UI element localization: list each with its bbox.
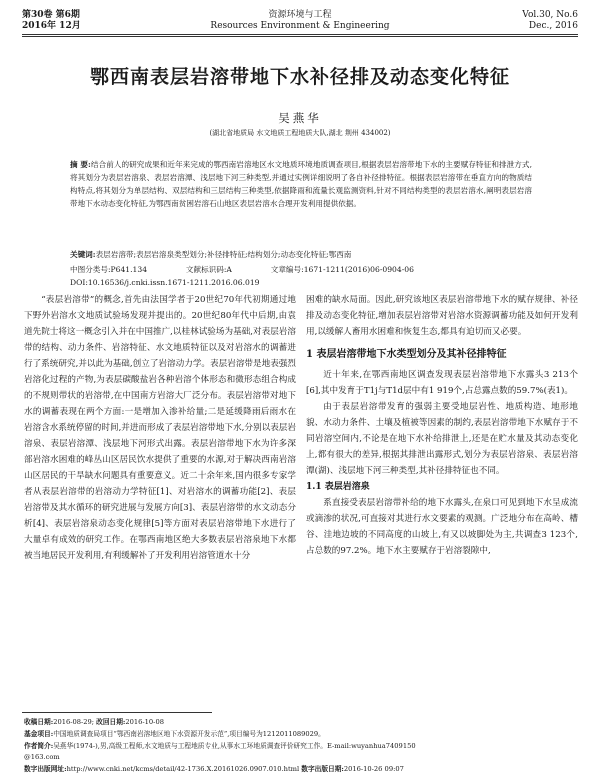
volume-issue-en: Vol.30, No.6 [522,10,578,20]
doi-value: 10.16536/j.cnki.issn.1671-1211.2016.06.019 [87,278,260,287]
publication-time: 2016-10-26 09:07 [343,765,404,773]
intro-paragraph: “表层岩溶带”的概念,首先由法国学者于20世纪70年代初期通过地下野外岩溶水文地质试验场发现并提出的。20世纪80年代中后期,由袁道先院士将这一概念引入并在中国推广,以桂林试验场为基础,对表层岩溶带的结构、动力条件、岩溶特征、水文地质特征以及对岩溶水的调蓄进行了系统研究,并以此为基础,创立了岩溶动力学。表层岩溶带是地表强烈岩溶化过程的产物,为表层碳酸盐岩各种岩溶个体形态和微形态组合构成的不规则带状的岩溶带,在中国南方岩溶大厂泛分布。表层岩溶带对地下水的调蓄表现在两个方面:一是增加入渗补给量;二是延缓降雨后雨水在岩溶含水系统停留的时间,并进而形成了表层岩溶带地下水,分别以表层岩溶泉、表层岩溶潭、浅层地下河形式出露。表层岩溶带地下水为许多深部岩溶水困难的峰丛山区居民饮水提供了重要的水源,对于解决西南岩溶山区居民的干旱缺水问题具有重要意义。近二十余年来,国内很多专家学者从表层岩溶带的岩溶动力学特征[1]、对岩溶水的调蓄功能[2]、表层岩溶带及其水循环的研究进展与发展方向[3]、表层岩溶带的水文动态分析[4]、表层岩溶泉动态变化规律[5]等方面对表层岩溶带地下水进行了大量卓有成效的研究工作。在鄂西南地区绝大多数表层岩溶泉地下水都被当地居民开发利用,有利缓解补了开发利用岩溶管道水十分 [24,295,296,561]
paper-title: 鄂西南表层岩溶带地下水补径排及动态变化特征 [89,66,510,88]
footnote-rule [22,712,212,713]
abstract-text: 结合前人的研究成果和近年来完成的鄂西南岩溶地区水文地质环境地质调查项目,根据表层岩溶带地下水的主要赋存特征和排泄方式,将其划分为表层岩溶泉、表层岩溶潭、浅层地下河三种类型,并通过实例详细说明了各自补径排特征。根据表层岩溶带在垂直方向的物质结构特点,将其划分为单层结构、双层结构和三层结构三种类型,依据降雨和流量长观监测资料,针对不同结构类型的表层岩溶水,阐明表层岩溶带地下水动态变化特征,为鄂西南贫困岩溶石山地区表层岩溶水合理开发利用提供依据。 [70,160,533,208]
clc-value: P641.134 [110,265,148,274]
abstract [70,158,532,210]
keywords-label: 关键词: [70,250,96,259]
journal-title-en: Resources Environment & Engineering [210,21,390,31]
revised-label: 改回日期: [96,718,126,726]
article-number-value: 1671-1211(2016)06-0904-06 [303,265,414,274]
section-1-1-paragraph-1: 系直接受表层岩溶带补给的地下水露头,在泉口可见到地下水呈成流或滴渗的状况,可直接对其进行水文要素的观测。广泛地分布在高岭、槽谷、洼地边坡的不同高度的山坡上,有又以坡脚处为主,共调查3 123个,占总数的97.2%。地下水主要赋存于岩溶裂隙中, [306,498,578,556]
running-header-right [522,10,578,32]
bio-label: 作者简介: [24,742,54,750]
fund-label: 基金项目: [24,730,54,738]
publication-time-label: 数字出版日期: [301,765,344,773]
fund-text: 中国地质调查局项目“鄂西南岩溶地区地下水资源开发示范”,项目编号为1212011089029。 [53,730,325,738]
body-right-column [306,292,578,559]
publication-date: 2016年 12月 [22,21,81,31]
received-label: 收稿日期: [24,718,54,726]
section-1-heading: 1 表层岩溶带地下水类型划分及其补径排特征 [306,349,507,360]
footnote-fund [24,728,580,740]
volume-issue: 第30卷 第6期 [22,10,80,20]
footnote-digital-publication [24,763,580,775]
intro-paragraph-continued: 困难的缺水局面。因此,研究该地区表层岩溶带地下水的赋存规律、补径排及动态变化特征,增加表层岩溶带对岩溶水资源调蓄功能及如何开发利用,以缓解人畜用水困难和恢复生态,都具有迫切而又必要。 [306,295,578,337]
journal-title-cn: 资源环境与工程 [268,10,332,20]
abstract-label: 摘 要: [70,160,91,169]
section-1-paragraph-2: 由于表层岩溶带发育的强弱主要受地层岩性、地质构造、地形地貌、水动力条件、土壤及植被等因素的制约,表层岩溶带地下水赋存于不同岩溶空间内,不论是在地下水补给排泄上,还是在贮水量及其动态变化上,都有很大的差异,根据其排泄出露形式,划分为表层岩溶泉、表层岩溶潭(湖)、浅层地下河三种类型,其补径排特征也不同。 [306,402,578,476]
header-rule-thin [22,36,578,37]
header-rule [22,34,578,35]
article-number-label: 文章编号: [270,265,304,274]
running-header-center [210,10,390,32]
author-affiliation: (湖北省地质局 水文地质工程地质大队,湖北 荆州 434002) [209,129,391,137]
keywords-text: 表层岩溶带;表层岩溶泉类型划分;补径排特征;结构划分;动态变化特征;鄂西南 [95,250,352,259]
publication-url: http://www.cnki.net/kcms/detail/42-1736.X.20161026.0907.010.html [66,765,300,773]
doc-code-value: A [226,265,232,274]
keywords [70,249,532,261]
bio-text: 吴燕华(1974-),男,高级工程师,水文地质与工程地质专业,从事水工环地质调查评价研究工作。E-mail:wuyanhua7409150 [53,742,416,750]
section-1-1-heading: 1.1 表层岩溶泉 [306,482,370,492]
author-name: 吴燕华 [278,111,322,125]
revised-date: 2016-10-08 [125,718,164,726]
doc-code-label: 文献标识码: [185,265,227,274]
publication-url-label: 数字出版网址: [24,765,67,773]
body-left-column [24,292,296,564]
footnote-received [24,716,580,728]
received-date: 2016-08-29; [53,718,95,726]
clc-label: 中图分类号: [70,265,111,274]
publication-date-en: Dec., 2016 [528,21,578,31]
section-1-paragraph-1: 近十年来,在鄂西南地区调查发现表层岩溶带地下水露头3 213个[6],其中发育于T1j与T1d层中有1 919个,占总露点数的59.7%(表1)。 [306,370,578,396]
doi-line [70,277,532,289]
footnote-email-tail: @163.com [24,753,60,761]
classification-line [70,264,532,276]
running-header-left [22,10,81,32]
doi-label: DOI: [70,278,88,287]
